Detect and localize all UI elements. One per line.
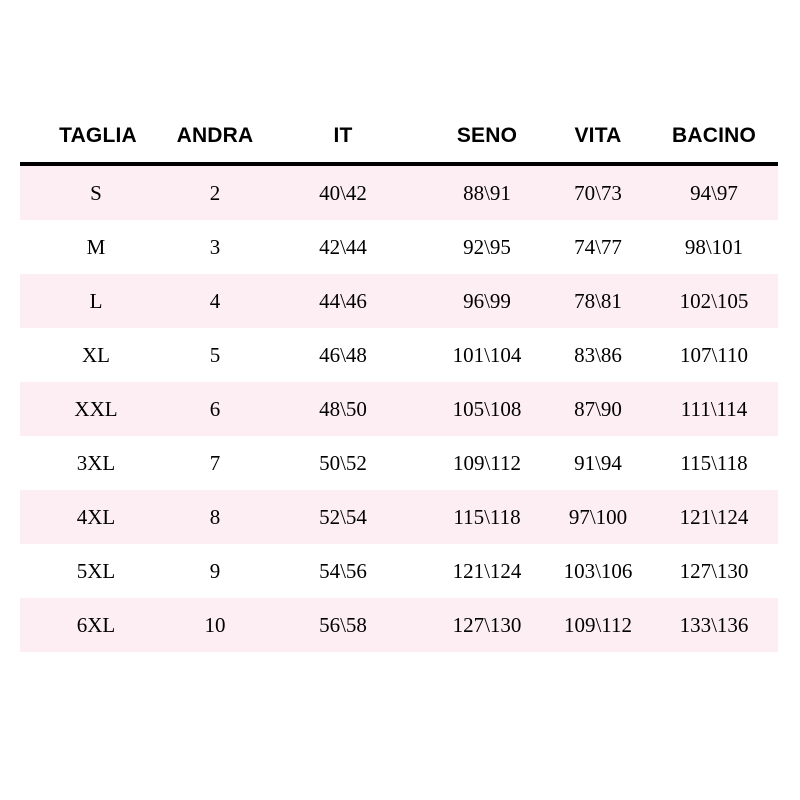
- cell-vita: 87\90: [574, 396, 622, 421]
- cell-andra: 7: [209, 450, 221, 475]
- cell-taglia: 5XL: [76, 558, 116, 583]
- cell-andra: 6: [209, 396, 221, 421]
- cell-taglia: S: [90, 180, 102, 205]
- header-taglia: TAGLIA: [59, 124, 137, 147]
- cell-bacino: 98\101: [684, 234, 744, 259]
- cell-seno: 101\104: [452, 342, 522, 367]
- cell-vita: 109\112: [563, 612, 633, 637]
- cell-andra: 5: [209, 342, 221, 367]
- cell-seno: 115\118: [453, 504, 521, 529]
- cell-taglia: 3XL: [76, 450, 116, 475]
- table-row: [20, 598, 778, 652]
- table-row: [20, 274, 778, 328]
- cell-bacino: 133\136: [679, 612, 749, 637]
- cell-it: 48\50: [319, 396, 367, 421]
- header-bacino: BACINO: [671, 124, 757, 147]
- cell-seno: 88\91: [463, 180, 511, 205]
- cell-taglia: XL: [82, 342, 110, 367]
- cell-seno: 96\99: [463, 288, 511, 313]
- cell-seno: 121\124: [452, 558, 522, 583]
- cell-it: 40\42: [319, 180, 367, 205]
- table-row: [20, 436, 778, 490]
- cell-vita: 74\77: [574, 234, 622, 259]
- cell-it: 56\58: [319, 612, 367, 637]
- cell-bacino: 94\97: [690, 180, 738, 205]
- cell-andra: 8: [209, 504, 221, 529]
- cell-vita: 91\94: [574, 450, 622, 475]
- cell-vita: 97\100: [568, 504, 628, 529]
- cell-vita: 83\86: [574, 342, 622, 367]
- cell-taglia: XXL: [74, 396, 118, 421]
- cell-taglia: L: [89, 288, 103, 313]
- cell-andra: 2: [209, 180, 221, 205]
- size-chart-table: [20, 110, 778, 652]
- cell-taglia: M: [86, 234, 106, 259]
- cell-andra: 4: [209, 288, 221, 313]
- table-row: [20, 544, 778, 598]
- header-vita: VITA: [574, 124, 622, 147]
- cell-bacino: 121\124: [679, 504, 749, 529]
- cell-vita: 78\81: [574, 288, 622, 313]
- cell-bacino: 102\105: [679, 288, 749, 313]
- cell-bacino: 127\130: [679, 558, 749, 583]
- header-it: IT: [333, 124, 353, 147]
- cell-bacino: 115\118: [680, 450, 748, 475]
- cell-it: 52\54: [319, 504, 367, 529]
- cell-andra: 9: [209, 558, 221, 583]
- table-row: [20, 166, 778, 220]
- table-row: [20, 220, 778, 274]
- cell-bacino: 111\114: [680, 396, 748, 421]
- cell-it: 46\48: [319, 342, 367, 367]
- cell-seno: 127\130: [452, 612, 522, 637]
- cell-bacino: 107\110: [679, 342, 749, 367]
- cell-seno: 109\112: [452, 450, 522, 475]
- header-seno: SENO: [456, 124, 518, 147]
- cell-it: 54\56: [319, 558, 367, 583]
- cell-it: 42\44: [319, 234, 367, 259]
- table-header-row: [20, 110, 778, 166]
- cell-andra: 3: [209, 234, 221, 259]
- cell-vita: 70\73: [574, 180, 622, 205]
- table-row: [20, 328, 778, 382]
- cell-vita: 103\106: [563, 558, 633, 583]
- table-row: [20, 382, 778, 436]
- cell-taglia: 4XL: [76, 504, 116, 529]
- cell-it: 50\52: [319, 450, 367, 475]
- cell-it: 44\46: [319, 288, 367, 313]
- cell-seno: 105\108: [452, 396, 522, 421]
- header-andra: ANDRA: [176, 124, 254, 147]
- cell-seno: 92\95: [463, 234, 511, 259]
- cell-taglia: 6XL: [76, 612, 116, 637]
- cell-andra: 10: [204, 612, 226, 637]
- table-row: [20, 490, 778, 544]
